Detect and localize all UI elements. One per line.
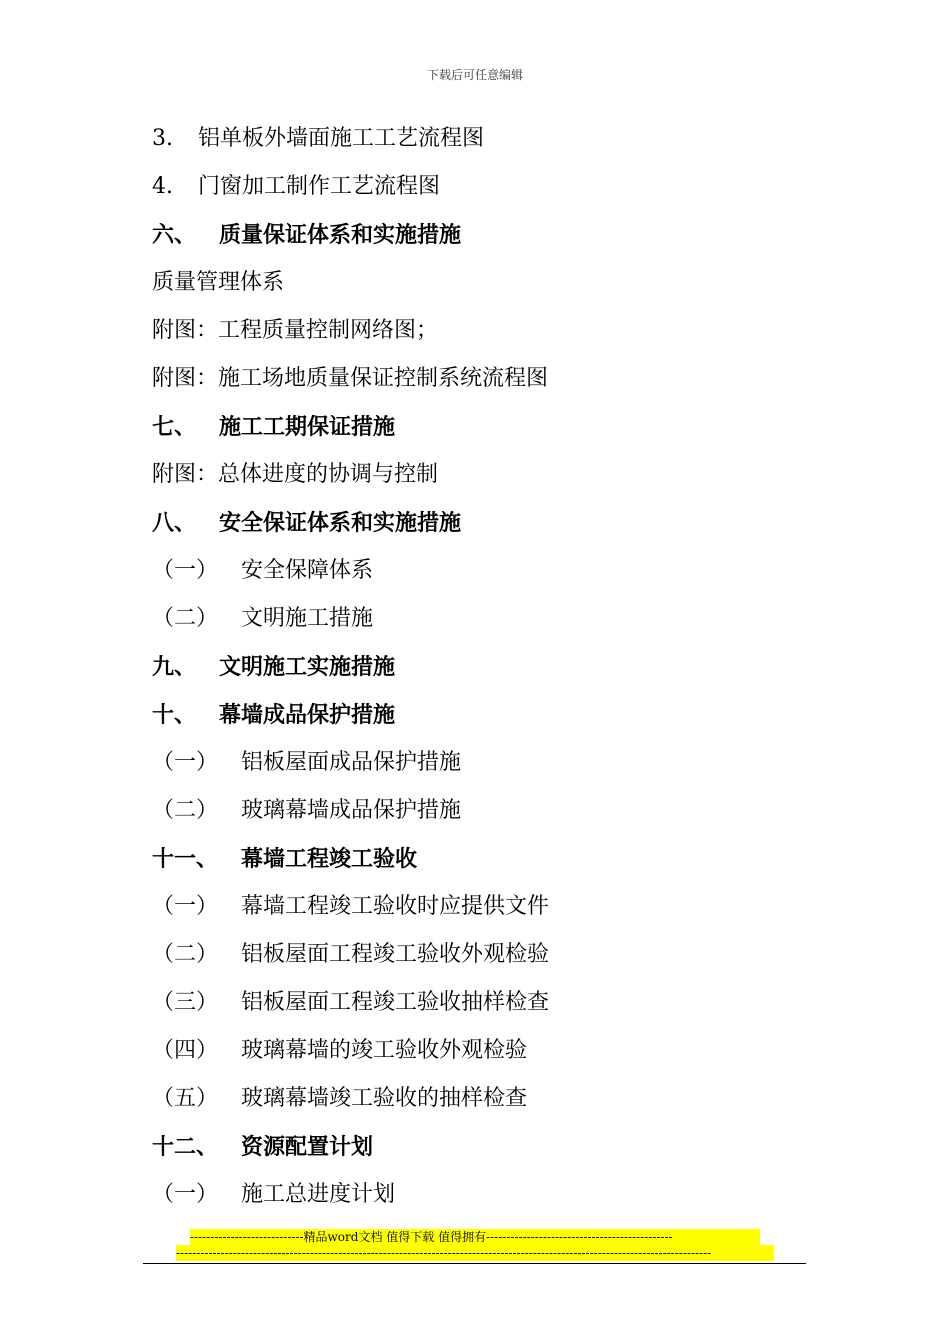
toc-entry-number: 九、 xyxy=(152,654,197,680)
toc-entry-number: 七、 xyxy=(152,414,197,440)
toc-entry-title: 附图：工程质量控制网络图； xyxy=(152,318,439,343)
toc-entry xyxy=(152,460,438,490)
toc-entry-number: 十二、 xyxy=(152,1134,219,1160)
toc-entry-title: 幕墙成品保护措施 xyxy=(219,702,396,728)
toc-entry-number: （一） xyxy=(152,750,219,775)
toc-entry xyxy=(152,700,395,730)
toc-entry-title: 玻璃幕墙竣工验收的抽样检查 xyxy=(241,1086,528,1111)
toc-entry-number: （五） xyxy=(152,1086,219,1111)
toc-entry xyxy=(152,940,549,970)
toc-entry xyxy=(152,268,284,298)
toc-entry-title: 铝板屋面成品保护措施 xyxy=(241,750,462,775)
toc-entry-title: 附图：总体进度的协调与控制 xyxy=(152,462,439,487)
toc-entry-number: （二） xyxy=(152,798,219,823)
toc-entry xyxy=(152,364,548,394)
toc-entry-number: （三） xyxy=(152,990,219,1015)
toc-entry-number: 八、 xyxy=(152,510,197,536)
toc-entry-title: 门窗加工制作工艺流程图 xyxy=(198,174,441,199)
toc-entry-title: 质量保证体系和实施措施 xyxy=(219,222,462,248)
toc-entry-title: 文明施工实施措施 xyxy=(219,654,396,680)
toc-entry-title: 施工总进度计划 xyxy=(241,1182,396,1207)
toc-entry-number: （二） xyxy=(152,606,219,631)
toc-entry-title: 玻璃幕墙成品保护措施 xyxy=(241,798,462,823)
toc-entry-title: 资源配置计划 xyxy=(241,1134,374,1160)
toc-entry-title: 铝单板外墙面施工工艺流程图 xyxy=(198,126,485,151)
toc-entry xyxy=(152,412,395,442)
toc-entry-number: 3. xyxy=(152,126,173,151)
footer-rule xyxy=(143,1263,806,1264)
toc-entry xyxy=(152,556,373,586)
toc-entry-number: （一） xyxy=(152,1182,219,1207)
toc-entry-title: 铝板屋面工程竣工验收外观检验 xyxy=(241,942,550,967)
toc-entry xyxy=(152,124,484,154)
toc-entry xyxy=(152,172,440,202)
footer-banner-line-1: ----------------------------精品word文档 值得下载 值得拥有---------------------------------------------- xyxy=(190,1229,760,1245)
toc-entry xyxy=(152,316,438,346)
toc-entry xyxy=(152,1132,373,1162)
toc-entry-number: （四） xyxy=(152,1038,219,1063)
footer-banner-line-2: ------------------------------------------------------------------------------------------------------------------------------------ xyxy=(176,1245,774,1261)
toc-entry-number: 十一、 xyxy=(152,846,219,872)
toc-entry xyxy=(152,988,549,1018)
toc-entry-title: 玻璃幕墙的竣工验收外观检验 xyxy=(241,1038,528,1063)
toc-entry-number: 六、 xyxy=(152,222,197,248)
toc-entry-title: 安全保障体系 xyxy=(241,558,374,583)
toc-entry xyxy=(152,844,417,874)
toc-entry xyxy=(152,508,461,538)
toc-entry-title: 安全保证体系和实施措施 xyxy=(219,510,462,536)
toc-entry-number: （二） xyxy=(152,942,219,967)
toc-entry xyxy=(152,1084,527,1114)
toc-entry-number: （一） xyxy=(152,894,219,919)
toc-entry-title: 文明施工措施 xyxy=(241,606,374,631)
toc-entry xyxy=(152,220,461,250)
toc-entry xyxy=(152,796,461,826)
toc-entry xyxy=(152,604,373,634)
toc-entry-title: 质量管理体系 xyxy=(152,270,285,295)
toc-entry-title: 施工工期保证措施 xyxy=(219,414,396,440)
toc-entry xyxy=(152,1036,527,1066)
toc-entry-number: 十、 xyxy=(152,702,197,728)
toc-entry-number: （一） xyxy=(152,558,219,583)
toc-entry-title: 铝板屋面工程竣工验收抽样检查 xyxy=(241,990,550,1015)
toc-entry-number: 4. xyxy=(152,174,173,199)
toc-entry-title: 幕墙工程竣工验收 xyxy=(241,846,418,872)
toc-entry xyxy=(152,1180,395,1210)
toc-entry-title: 附图：施工场地质量保证控制系统流程图 xyxy=(152,366,549,391)
toc-entry-title: 幕墙工程竣工验收时应提供文件 xyxy=(241,894,550,919)
page-header: 下载后可任意编辑 xyxy=(426,68,523,82)
toc-entry xyxy=(152,892,549,922)
toc-entry xyxy=(152,652,395,682)
toc-entry xyxy=(152,748,461,778)
